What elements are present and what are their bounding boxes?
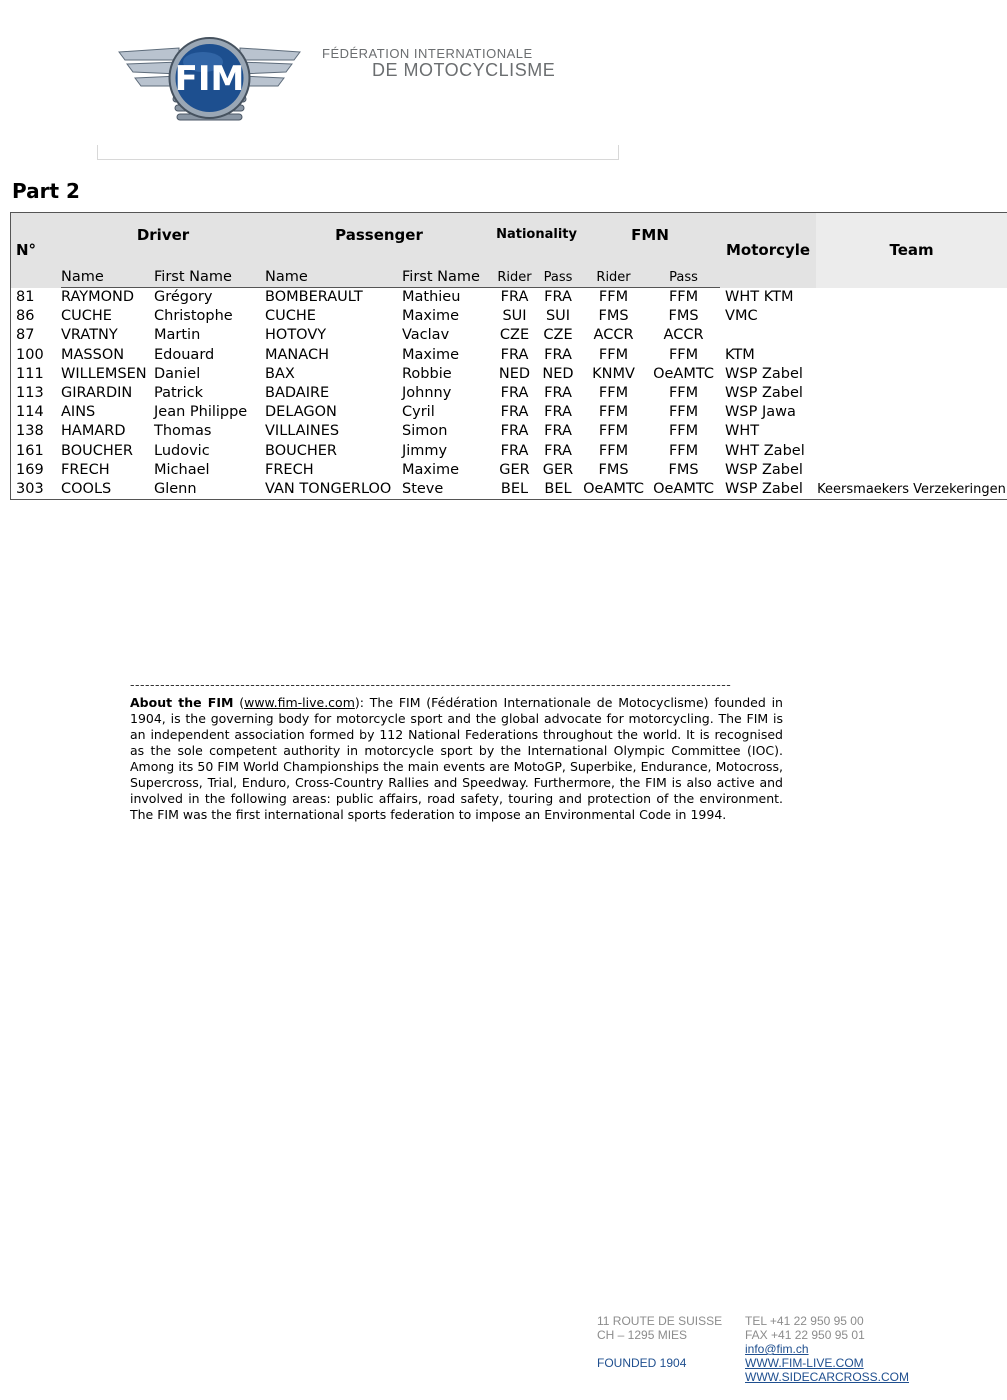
table-body — [11, 288, 1007, 500]
table-row — [11, 288, 1007, 308]
cell-driver-first-name: Martin — [154, 327, 201, 344]
cell-fmn-pass: ACCR — [663, 327, 704, 344]
cell-driver-first-name: Thomas — [154, 423, 212, 440]
cell-number: 169 — [16, 461, 44, 478]
cell-fmn-rider: FFM — [598, 423, 629, 440]
cell-passenger-first-name: Maxime — [402, 308, 460, 325]
header-nationality-rider: Rider — [493, 256, 536, 288]
header-number: N° — [16, 241, 37, 260]
cell-driver-name: BOUCHER — [61, 442, 133, 459]
cell-nationality-rider: CZE — [499, 327, 530, 344]
cell-nationality-pass: NED — [542, 365, 574, 382]
cell-number: 303 — [16, 480, 44, 497]
cell-nationality-pass: FRA — [544, 423, 572, 440]
cell-nationality-pass: FRA — [544, 289, 572, 306]
footer-web-link-sidecarcross[interactable]: WWW.SIDECARCROSS.COM — [745, 1370, 909, 1384]
fim-live-link[interactable]: www.fim-live.com — [244, 695, 355, 710]
cell-fmn-rider: FFM — [598, 346, 629, 363]
cell-fmn-pass: FFM — [668, 289, 699, 306]
cell-passenger-first-name: Maxime — [402, 346, 460, 363]
part-title: Part 2 — [12, 179, 80, 203]
cell-driver-name: HAMARD — [61, 423, 126, 440]
cell-passenger-name: VAN TONGERLOO — [265, 480, 392, 497]
cell-passenger-first-name: Jimmy — [402, 442, 448, 459]
table-row — [11, 403, 1007, 422]
cell-passenger-name: FRECH — [265, 461, 314, 478]
cell-team — [816, 461, 1007, 480]
cell-motorcycle: WSP Jawa — [725, 404, 796, 421]
cell-driver-name: VRATNY — [61, 327, 118, 344]
cell-fmn-rider: KNMV — [592, 365, 635, 382]
footer-address — [597, 1314, 722, 1370]
cell-fmn-rider: FFM — [598, 442, 629, 459]
cell-driver-name: RAYMOND — [61, 289, 135, 306]
cell-nationality-rider: FRA — [500, 289, 529, 306]
table-header-row-1 — [11, 213, 1007, 256]
cell-fmn-pass: FFM — [668, 404, 699, 421]
header-motorcycle: Motorcyle — [726, 241, 811, 260]
cell-nationality-rider: FRA — [500, 385, 529, 402]
cell-number: 161 — [16, 442, 44, 459]
cell-passenger-name: BOUCHER — [265, 442, 337, 459]
cell-fmn-rider: ACCR — [593, 327, 634, 344]
about-text: The FIM (Fédération Internationale de Motocyclisme) founded in 1904, is the governing body for motorcycle sport and the global advocate for motorcycling. The FIM is an independent association formed by 112 National Federations throughout the world. It is recognised as the sole competent authority in motorcycle sport by the International Olympic Committee (IOC). Among its 50 FIM World Championships the main events are MotoGP, Superbike, Endurance, Motocross, Supercross, Trial, Enduro, Cross-Country Rallies and Speedway. Furthermore, the FIM is also active and involved in the following areas: public affairs, road safety, touring and protection of the environment. The FIM was the first international sports federation to impose an Environmental Code in 1994. — [130, 695, 783, 822]
cell-team — [816, 326, 1007, 345]
cell-fmn-pass: FFM — [668, 442, 699, 459]
cell-motorcycle: WHT KTM — [725, 288, 794, 305]
cell-number: 81 — [16, 288, 35, 305]
cell-nationality-rider: FRA — [500, 442, 529, 459]
cell-driver-first-name: Jean Philippe — [154, 404, 248, 421]
header-passenger: Passenger — [335, 225, 423, 244]
cell-motorcycle: VMC — [725, 308, 758, 325]
table-row — [11, 480, 1007, 499]
svg-text:FIM: FIM — [174, 59, 245, 99]
cell-fmn-rider: FMS — [598, 461, 629, 478]
footer-email-link[interactable]: info@fim.ch — [745, 1342, 809, 1356]
header-driver-name: Name — [61, 256, 154, 288]
cell-nationality-pass: GER — [542, 461, 574, 478]
cell-team — [816, 288, 1007, 308]
cell-motorcycle: KTM — [725, 346, 755, 363]
cell-nationality-pass: CZE — [543, 327, 573, 344]
fim-logo — [117, 30, 302, 130]
footer-web-link-fim[interactable]: WWW.FIM-LIVE.COM — [745, 1356, 864, 1370]
header-team: Team — [816, 213, 1007, 288]
cell-fmn-pass: FMS — [668, 461, 699, 478]
cell-passenger-first-name: Johnny — [402, 385, 452, 402]
cell-passenger-first-name: Steve — [402, 480, 444, 497]
cell-driver-first-name: Michael — [154, 461, 210, 478]
cell-team — [816, 346, 1007, 365]
cell-driver-first-name: Daniel — [154, 365, 201, 382]
cell-team — [816, 307, 1007, 326]
cell-fmn-rider: FMS — [598, 308, 629, 325]
cell-driver-first-name: Patrick — [154, 385, 204, 402]
cell-passenger-first-name: Maxime — [402, 461, 460, 478]
cell-passenger-name: DELAGON — [265, 404, 337, 421]
cell-passenger-name: BAX — [265, 365, 295, 382]
cell-nationality-rider: BEL — [500, 480, 529, 497]
cell-fmn-rider: OeAMTC — [583, 480, 644, 497]
table-row — [11, 442, 1007, 461]
cell-passenger-first-name: Vaclav — [402, 327, 450, 344]
cell-fmn-pass: OeAMTC — [653, 365, 714, 382]
footer-address-line1: 11 ROUTE DE SUISSE — [597, 1314, 723, 1328]
cell-number: 87 — [16, 327, 35, 344]
table-row — [11, 384, 1007, 403]
cell-nationality-pass: BEL — [544, 480, 572, 497]
cell-fmn-pass: FFM — [668, 346, 699, 363]
cell-number: 113 — [16, 385, 44, 402]
about-label: About the FIM — [130, 695, 234, 710]
cell-nationality-rider: FRA — [500, 404, 529, 421]
cell-number: 100 — [16, 346, 44, 363]
cell-passenger-name: BADAIRE — [265, 385, 330, 402]
table-row — [11, 346, 1007, 365]
about-close-paren: ): — [354, 695, 364, 710]
cell-team — [816, 422, 1007, 441]
cell-passenger-first-name: Mathieu — [402, 289, 461, 306]
cell-passenger-name: MANACH — [265, 346, 329, 363]
header-passenger-first-name: First Name — [402, 256, 493, 288]
footer-contact — [745, 1314, 909, 1384]
cell-driver-first-name: Grégory — [154, 289, 213, 306]
cell-nationality-pass: FRA — [544, 442, 572, 459]
table-row — [11, 365, 1007, 384]
header-nationality: Nationality — [496, 227, 577, 242]
cell-driver-name: MASSON — [61, 346, 125, 363]
cell-motorcycle: WHT — [725, 423, 760, 440]
cell-motorcycle: WSP Zabel — [725, 385, 803, 402]
cell-motorcycle: WSP Zabel — [725, 480, 803, 497]
cell-team — [816, 442, 1007, 461]
about-open-paren: ( — [233, 695, 245, 710]
cell-team: Keersmaekers Verzekeringen — [817, 481, 1006, 497]
cell-motorcycle: WHT Zabel — [725, 442, 805, 459]
cell-fmn-rider: FFM — [598, 404, 629, 421]
footer-tel: TEL +41 22 950 95 00 — [745, 1314, 864, 1328]
cell-team — [816, 365, 1007, 384]
footer-founded: FOUNDED 1904 — [597, 1356, 687, 1370]
header-fmn-rider: Rider — [580, 256, 647, 288]
table-row — [11, 422, 1007, 441]
footer-fax: FAX +41 22 950 95 01 — [745, 1328, 865, 1342]
cell-fmn-pass: OeAMTC — [653, 480, 714, 497]
cell-nationality-rider: SUI — [502, 308, 527, 325]
header-passenger-name: Name — [265, 256, 402, 288]
about-paragraph — [130, 695, 783, 823]
header-fmn-pass: Pass — [647, 256, 720, 288]
cell-nationality-pass: FRA — [544, 404, 572, 421]
table-row — [11, 326, 1007, 345]
cell-nationality-pass: FRA — [544, 385, 572, 402]
cell-nationality-rider: FRA — [500, 346, 529, 363]
cell-driver-name: GIRARDIN — [61, 385, 133, 402]
cell-passenger-first-name: Cyril — [402, 404, 435, 421]
cell-fmn-rider: FFM — [598, 385, 629, 402]
cell-nationality-rider: GER — [499, 461, 530, 478]
cell-driver-name: COOLS — [61, 480, 112, 497]
cell-number: 114 — [16, 404, 44, 421]
table-row — [11, 307, 1007, 326]
cell-nationality-pass: SUI — [545, 308, 571, 325]
cell-passenger-name: CUCHE — [265, 308, 316, 325]
header-driver-first-name: First Name — [154, 256, 265, 288]
cell-passenger-first-name: Robbie — [402, 365, 452, 382]
cell-motorcycle — [720, 326, 816, 345]
cell-driver-first-name: Glenn — [154, 480, 197, 497]
entry-list-table — [11, 213, 1007, 499]
cell-number: 86 — [16, 308, 35, 325]
cell-nationality-rider: NED — [498, 365, 531, 382]
cell-passenger-name: VILLAINES — [265, 423, 340, 440]
cell-nationality-pass: FRA — [544, 346, 572, 363]
cell-driver-first-name: Edouard — [154, 346, 215, 363]
cell-passenger-first-name: Simon — [402, 423, 448, 440]
cell-fmn-pass: FMS — [668, 308, 699, 325]
cell-fmn-pass: FFM — [668, 423, 699, 440]
about-fim-section — [130, 677, 783, 823]
cell-number: 138 — [16, 423, 44, 440]
cell-driver-name: WILLEMSEN — [61, 365, 147, 382]
cell-number: 111 — [16, 365, 44, 382]
cell-team — [816, 403, 1007, 422]
org-name-line2: DE MOTOCYCLISME — [372, 60, 556, 80]
header-nationality-pass: Pass — [536, 256, 580, 288]
cell-driver-name: FRECH — [61, 461, 110, 478]
cell-fmn-pass: FFM — [668, 385, 699, 402]
header-divider — [97, 145, 619, 160]
separator-line: ------------------------------------------------------------------------------------------------------------------------ — [130, 677, 732, 692]
cell-team — [816, 384, 1007, 403]
cell-passenger-name: HOTOVY — [265, 327, 327, 344]
cell-driver-first-name: Christophe — [154, 308, 233, 325]
header-fmn: FMN — [631, 225, 669, 244]
table-row — [11, 461, 1007, 480]
cell-motorcycle: WSP Zabel — [725, 365, 803, 382]
organization-name — [322, 46, 555, 79]
cell-motorcycle: WSP Zabel — [725, 461, 803, 478]
org-name-line1: FÉDÉRATION INTERNATIONALE — [322, 46, 533, 61]
cell-driver-name: CUCHE — [61, 308, 112, 325]
cell-fmn-rider: FFM — [598, 289, 629, 306]
cell-nationality-rider: FRA — [500, 423, 529, 440]
cell-driver-name: AINS — [61, 404, 96, 421]
cell-driver-first-name: Ludovic — [154, 442, 210, 459]
footer-address-line2: CH – 1295 MIES — [597, 1328, 688, 1342]
cell-passenger-name: BOMBERAULT — [265, 289, 363, 306]
header-driver: Driver — [136, 225, 190, 244]
